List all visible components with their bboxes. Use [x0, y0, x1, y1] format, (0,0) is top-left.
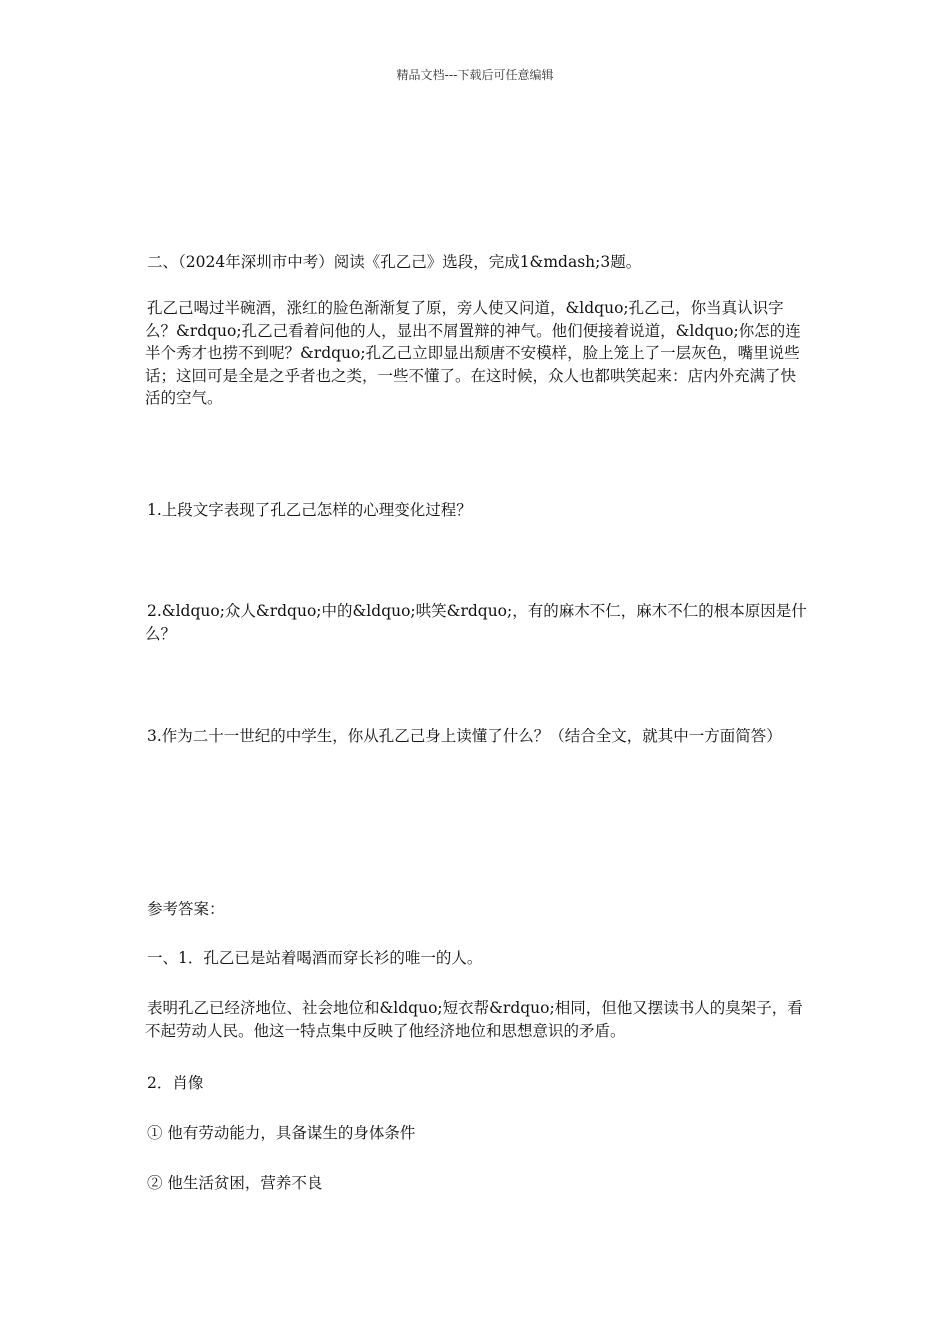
answer-2-point-2: ② 他生活贫困，营养不良	[147, 1174, 323, 1192]
section-title: 二、（2024年深圳市中考）阅读《孔乙己》选段，完成1&mdash;3题。	[147, 253, 642, 271]
question-1: 1.上段文字表现了孔乙己怎样的心理变化过程？	[147, 501, 472, 519]
answer-1-explanation: 表明孔乙已经济地位、社会地位和&ldquo;短衣帮&rdquo;相同，但他又摆读书人的臭架子，看不起劳动人民。他这一特点集中反映了他经济地位和思想意识的矛盾。	[145, 999, 803, 1040]
question-2: 2.&ldquo;众人&rdquo;中的&ldquo;哄笑&rdquo;，有的麻木不仁，麻木不仁的根本原因是什么？	[145, 602, 807, 643]
page-header: 精品文档---下载后可任意编辑	[396, 68, 554, 82]
answer-2-point-1: ① 他有劳动能力，具备谋生的身体条件	[147, 1124, 416, 1142]
answer-2-heading: 2．肖像	[147, 1074, 204, 1092]
question-3: 3.作为二十一世纪的中学生，你从孔乙己身上读懂了什么？（结合全文，就其中一方面简答）	[147, 727, 782, 745]
answer-1: 一、1．孔乙已是站着喝酒而穿长衫的唯一的人。	[147, 949, 483, 967]
answers-title: 参考答案：	[147, 900, 225, 918]
passage-text: 孔乙己喝过半碗酒，涨红的脸色渐渐复了原，旁人使又问道，&ldquo;孔乙己，你当真认识字么？&rdquo;孔乙己看着问他的人，显出不屑置辩的神气。他们便接着说道，&ldquo;你怎的连半个秀才也捞不到呢？&rdquo;孔乙己立即显出颓唐不安模样，脸上笼上了一层灰色，嘴里说些话；这回可是全是之乎者也之类，一些不懂了。在这时候，众人也都哄笑起来：店内外充满了快活的空气。	[145, 299, 801, 407]
